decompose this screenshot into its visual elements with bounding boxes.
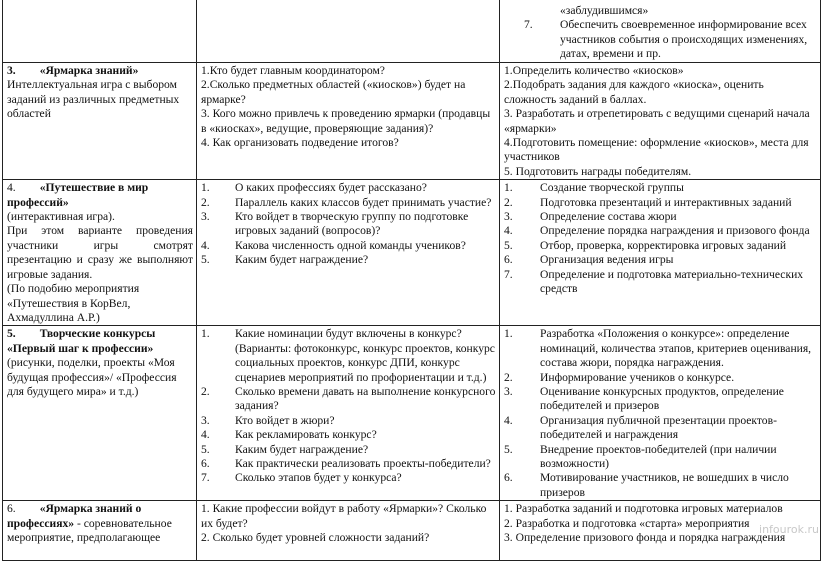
table-row bbox=[3, 63, 821, 180]
event-description: (По подобию мероприятия «Путешествия в КорВел, Ахмадуллина А.Р.) bbox=[7, 282, 140, 324]
list-item-text: Какова численность одной команды учеников? bbox=[235, 238, 466, 252]
list-item-text: Определение и подготовка материально-технических средств bbox=[540, 267, 804, 296]
list-item-text: Разработка «Положения о конкурсе»: определение номинаций, количества этапов, критериев оценивания, состава жюри, порядка награждения. bbox=[540, 327, 812, 370]
event-description: При этом варианте проведения участники игры смотрят презентацию и сразу же выполняют игровые задания. bbox=[7, 224, 193, 281]
list-item-text: Как рекламировать конкурс? bbox=[235, 428, 377, 442]
event-title: Творческие конкурсы «Первый шаг к профессии» bbox=[7, 327, 156, 355]
cell-tasks bbox=[500, 63, 821, 180]
table-row bbox=[3, 0, 821, 63]
list-item-text: Какие номинации будут включены в конкурс? (Варианты: фотоконкурс, конкурс проектов, конкурс социальных проектов, конкурс ДПИ, конкурс сценариев мероприятий по профориентации и т.д.) bbox=[235, 327, 495, 384]
list-number: 2. bbox=[504, 370, 513, 384]
cell-event bbox=[3, 326, 197, 501]
list-number: 4. bbox=[504, 413, 513, 427]
list-item-text: Внедрение проектов-победителей (при наличии возможности) bbox=[540, 442, 777, 470]
row-number: 4. bbox=[7, 181, 16, 195]
list-number: 6. bbox=[201, 456, 210, 470]
list-item-text: Обеспечить своевременное информирование всех участников события о происходящих изменениях, датах, времени и пр. bbox=[560, 18, 808, 61]
list-item-text: Определение порядка награждения и призового фонда bbox=[540, 224, 810, 238]
list-number: 1. bbox=[201, 327, 210, 341]
row-number: 6. bbox=[7, 502, 16, 516]
list-item-text: Создание творческой группы bbox=[540, 181, 684, 195]
list-number: 3. bbox=[201, 210, 210, 224]
cell-tasks bbox=[500, 180, 821, 326]
list-item-text: 4. Как организовать подведение итогов? bbox=[201, 136, 399, 150]
event-title: «Ярмарка знаний о профессиях» bbox=[7, 502, 142, 530]
list-number: 1. bbox=[201, 181, 210, 195]
list-item-text: Как практически реализовать проекты-победители? bbox=[235, 456, 491, 470]
list-item-text: 2.Подобрать задания для каждого «киоска», оценить сложность заданий в баллах. bbox=[504, 78, 764, 106]
cell-questions bbox=[197, 63, 500, 180]
list-item-text: 4.Подготовить помещение: оформление «киосков», места для участников bbox=[504, 136, 809, 164]
list-item-text: Подготовка презентаций и интерактивных заданий bbox=[540, 195, 792, 209]
list-number: 2. bbox=[504, 195, 513, 209]
list-item-text: Сколько времени давать на выполнение конкурсного задания? bbox=[235, 384, 496, 413]
list-item-text: Отбор, проверка, корректировка игровых заданий bbox=[540, 238, 787, 252]
list-item-text: Кто войдет в творческую группу по подготовке игровых заданий (вопросов)? bbox=[235, 210, 469, 238]
event-title: «Ярмарка знаний» bbox=[39, 64, 139, 77]
row-number: 5. bbox=[7, 327, 16, 341]
list-item-text: «заблудившимся» bbox=[560, 4, 649, 17]
list-item-text: Каким будет награждение? bbox=[235, 442, 369, 456]
list-item-text: 3. Кого можно привлечь к проведению ярмарки (продавцы в «киосках», ведущие, проверяющие задания)? bbox=[201, 107, 491, 135]
list-item-text: Информирование учеников о конкурсе. bbox=[540, 370, 735, 384]
list-number: 5. bbox=[504, 442, 513, 456]
cell-empty bbox=[197, 0, 500, 63]
list-item-text: Организация ведения игры bbox=[540, 253, 674, 267]
list-number: 5. bbox=[201, 253, 210, 267]
list-number: 3. bbox=[201, 413, 210, 427]
list-item-text: 1. Разработка заданий и подготовка игровых материалов bbox=[504, 502, 783, 516]
list-item-text: 2.Сколько предметных областей («киосков») будет на ярмарке? bbox=[201, 78, 466, 106]
list-number: 6. bbox=[504, 471, 513, 485]
list-item-text: 2. Разработка и подготовка «старта» мероприятия bbox=[504, 516, 750, 530]
list-item-text: Параллель каких классов будет принимать участие? bbox=[235, 195, 492, 209]
event-description: Интеллектуальная игра с выбором заданий из различных предметных областей bbox=[7, 78, 180, 121]
list-item-text: Определение состава жюри bbox=[540, 210, 677, 224]
cell-questions bbox=[197, 501, 500, 561]
watermark: infourok.ru bbox=[759, 522, 819, 536]
list-item-text: Оценивание конкурсных продуктов, определение победителей и призеров bbox=[540, 384, 784, 413]
event-description: (интерактивная игра). bbox=[7, 210, 115, 224]
list-number: 3. bbox=[504, 210, 513, 224]
list-number: 4. bbox=[201, 238, 210, 252]
planning-table bbox=[2, 0, 821, 561]
list-number: 7. bbox=[504, 267, 513, 281]
list-item-text: Каким будет награждение? bbox=[235, 253, 369, 267]
cell-event bbox=[3, 63, 197, 180]
cell-event bbox=[3, 180, 197, 326]
list-number: 7. bbox=[524, 18, 533, 32]
list-number: 5. bbox=[201, 442, 210, 456]
list-item-text: 3. Разработать и отрепетировать с ведущими сценарий начала «ярмарки» bbox=[504, 107, 810, 135]
list-item-text: Организация публичной презентации проектов-победителей и награждения bbox=[540, 413, 777, 442]
list-item-text: Мотивирование участников, не вошедших в число призеров bbox=[540, 471, 789, 499]
cell-questions bbox=[197, 180, 500, 326]
list-number: 4. bbox=[504, 224, 513, 238]
list-number: 6. bbox=[504, 253, 513, 267]
list-number: 7. bbox=[201, 471, 210, 485]
list-item-text: Кто войдет в жюри? bbox=[235, 413, 335, 427]
list-number: 5. bbox=[504, 238, 513, 252]
list-item-text: 1. Какие профессии войдут в работу «Ярмарки»? Сколько их будет? bbox=[201, 502, 487, 530]
event-description: - соревновательное мероприятие, предполагающее bbox=[7, 516, 172, 544]
table-row bbox=[3, 180, 821, 326]
cell-event bbox=[3, 501, 197, 561]
list-number: 2. bbox=[201, 195, 210, 209]
table-row bbox=[3, 326, 821, 501]
list-item-text: 3. Определение призового фонда и порядка награждения bbox=[504, 531, 786, 544]
list-number: 3. bbox=[504, 384, 513, 398]
cell-questions bbox=[197, 326, 500, 501]
list-number: 2. bbox=[201, 384, 210, 398]
cell-empty bbox=[3, 0, 197, 63]
table-row bbox=[3, 501, 821, 561]
cell-tasks bbox=[500, 0, 821, 63]
event-title: «Путешествие в мир профессий» bbox=[7, 181, 149, 209]
list-number: 1. bbox=[504, 181, 513, 195]
row-number: 3. bbox=[7, 64, 16, 77]
list-number: 1. bbox=[504, 327, 513, 341]
list-item-text: 5. Подготовить награды победителям. bbox=[504, 164, 692, 178]
list-item-text: О каких профессиях будет рассказано? bbox=[235, 181, 427, 195]
list-number: 4. bbox=[201, 428, 210, 442]
list-item-text: Сколько этапов будет у конкурса? bbox=[235, 471, 402, 485]
event-description: (рисунки, поделки, проекты «Моя будущая профессия»/ «Профессия для будущего мира» и т.д.) bbox=[7, 356, 177, 398]
list-item-text: 1.Кто будет главным координатором? bbox=[201, 64, 385, 77]
list-item-text: 2. Сколько будет уровней сложности заданий? bbox=[201, 531, 430, 544]
list-item-text: 1.Определить количество «киосков» bbox=[504, 64, 684, 77]
cell-tasks bbox=[500, 326, 821, 501]
